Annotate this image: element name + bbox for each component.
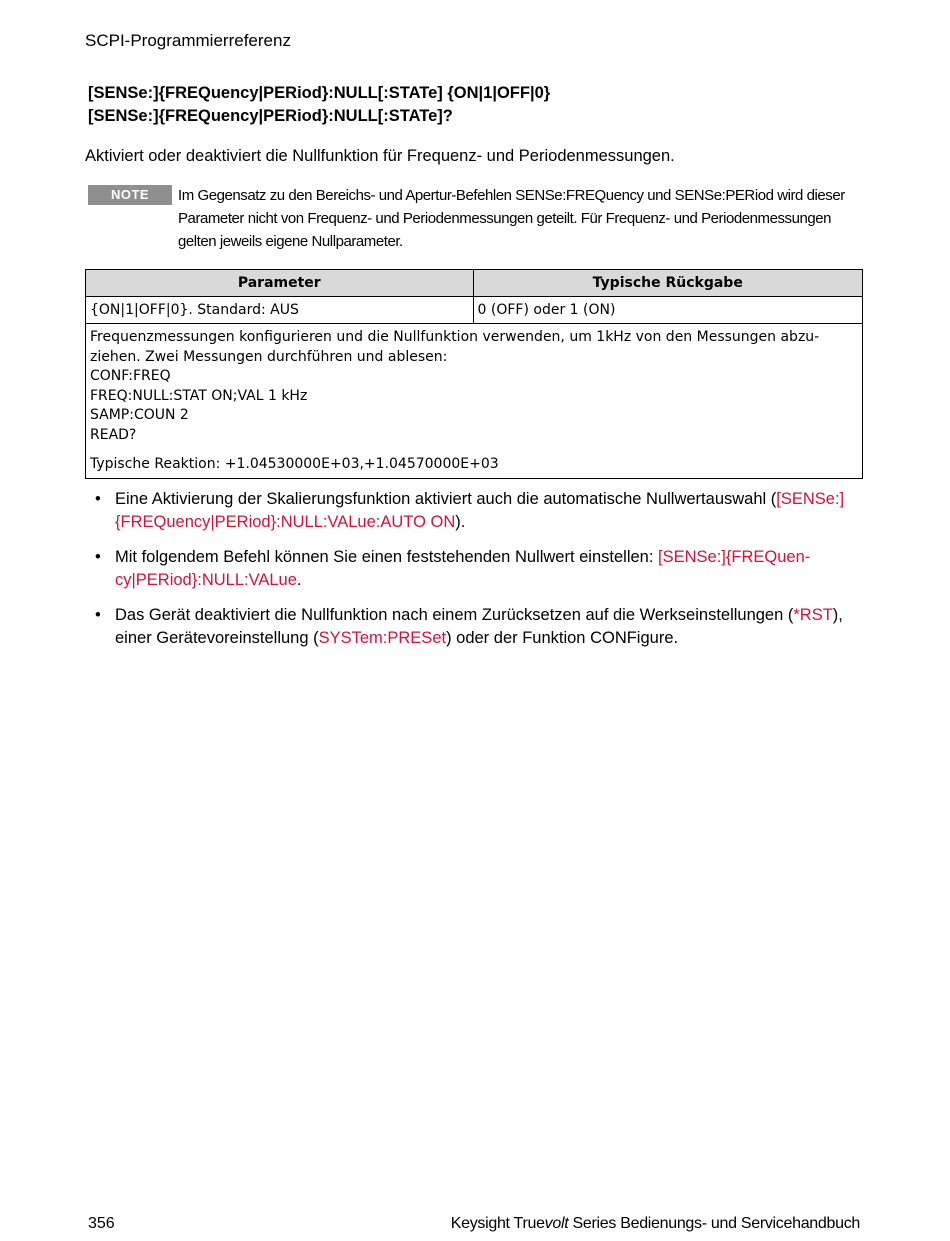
example-code-line: SAMP:COUN 2 bbox=[90, 407, 189, 423]
note-text: Im Gegensatz zu den Bereichs- und Apertur-Befehlen SENSe:FREQuency und SENSe:PERiod wird dieser Parameter nicht von Frequenz- und Periodenmessungen geteilt. Für Frequenz- und Periodenmessungen gelten jeweils eigene Nullparameter. bbox=[178, 187, 845, 250]
example-code-line: CONF:FREQ bbox=[90, 368, 171, 384]
note-badge: NOTE bbox=[88, 185, 172, 205]
bullet-text: Mit folgendem Befehl können Sie einen feststehenden Nullwert einstellen: bbox=[115, 548, 659, 566]
example-code-line: READ? bbox=[90, 426, 137, 443]
cell-parameter: {ON|1|OFF|0}. Standard: AUS bbox=[86, 297, 474, 324]
table-header-row bbox=[86, 270, 863, 297]
command-link[interactable]: [SENSe:]{FREQuency|PERiod}:NULL:VALue:AUTO ON bbox=[115, 490, 845, 531]
rst-link[interactable]: *RST bbox=[793, 606, 833, 624]
command-link[interactable]: [SENSe:]{FREQuen-cy|PERiod}:NULL:VALue bbox=[115, 548, 811, 589]
page-number: 356 bbox=[88, 1215, 115, 1232]
example-code-line: FREQ:NULL:STAT ON;VAL 1 kHz bbox=[90, 387, 308, 404]
syntax-query: [SENSe:]{FREQuency|PERiod}:NULL[:STATe]? bbox=[88, 107, 453, 125]
list-item bbox=[95, 488, 860, 534]
syntax-command: [SENSe:]{FREQuency|PERiod}:NULL[:STATe] {ON|1|OFF|0} bbox=[88, 84, 551, 102]
list-item bbox=[95, 604, 860, 650]
command-description: Aktiviert oder deaktiviert die Nullfunktion für Frequenz- und Periodenmessungen. bbox=[85, 147, 675, 165]
command-syntax bbox=[88, 82, 550, 128]
bullet-text: . bbox=[296, 571, 302, 589]
table-example-row bbox=[86, 324, 863, 479]
cell-typical-return: 0 (OFF) oder 1 (ON) bbox=[473, 297, 862, 324]
bullet-text: ) oder der Funktion CONFigure. bbox=[446, 629, 679, 647]
running-header: SCPI-Programmierreferenz bbox=[85, 31, 291, 50]
example-response: Typische Reaktion: +1.04530000E+03,+1.04570000E+03 bbox=[90, 456, 499, 472]
book-title-italic: volt bbox=[544, 1215, 569, 1232]
header-typical-return: Typische Rückgabe bbox=[473, 270, 862, 297]
bullet-icon: • bbox=[95, 548, 101, 566]
example-intro-line-2: ziehen. Zwei Messungen durchführen und ablesen: bbox=[90, 348, 448, 365]
bullet-icon: • bbox=[95, 490, 101, 508]
bullet-text: Das Gerät deaktiviert die Nullfunktion nach einem Zurücksetzen auf die Werkseinstellungen ( bbox=[115, 606, 794, 624]
bullet-text: ), einer Gerätevoreinstellung ( bbox=[115, 606, 843, 647]
parameter-table bbox=[85, 269, 863, 479]
header-parameter: Parameter bbox=[86, 270, 474, 297]
preset-link[interactable]: SYSTem:PRESet bbox=[318, 629, 447, 647]
example-cell bbox=[86, 324, 863, 479]
book-title-prefix: Keysight True bbox=[450, 1215, 545, 1232]
example-intro-line-1: Frequenzmessungen konfigurieren und die Nullfunktion verwenden, um 1kHz von den Messungen abzu- bbox=[90, 329, 820, 345]
bullet-text: ). bbox=[455, 513, 466, 531]
table-row bbox=[86, 297, 863, 324]
bullet-text: Eine Aktivierung der Skalierungsfunktion aktiviert auch die automatische Nullwertauswahl ( bbox=[115, 490, 777, 508]
remarks-list bbox=[95, 488, 860, 662]
list-item bbox=[95, 546, 860, 592]
bullet-icon: • bbox=[95, 606, 101, 624]
book-title bbox=[451, 1215, 860, 1233]
book-title-suffix: Series Bedienungs- und Servicehandbuch bbox=[568, 1215, 860, 1232]
